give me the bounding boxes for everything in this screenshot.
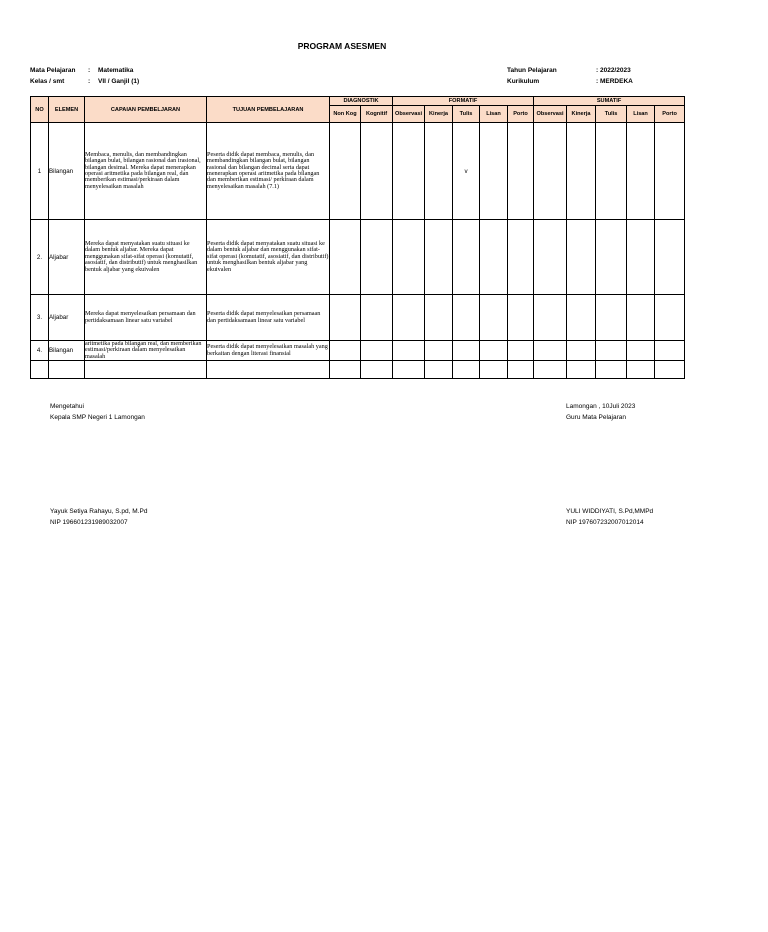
document-title: PROGRAM ASESMEN	[297, 41, 387, 51]
meta-value: Matematika	[98, 67, 134, 74]
cell-mark	[393, 123, 425, 220]
meta-sep: :	[88, 67, 91, 74]
header-sub: Kinerja	[567, 106, 596, 123]
cell-mark	[596, 220, 627, 295]
header-elemen: ELEMEN	[49, 97, 85, 123]
cell-mark	[361, 295, 393, 341]
cell-elemen: Bilangan	[49, 123, 85, 220]
cell-mark	[330, 341, 361, 361]
meta-value: : 2022/2023	[596, 67, 631, 74]
cell-mark	[567, 220, 596, 295]
cell-mark	[508, 341, 534, 361]
meta-label: Kelas / smt	[30, 78, 65, 85]
header-tujuan: TUJUAN PEMBELAJARAN	[207, 97, 330, 123]
header-sub: Porto	[508, 106, 534, 123]
table-row	[31, 295, 685, 341]
assessment-table	[30, 96, 685, 379]
cell-mark	[480, 295, 508, 341]
cell-tujuan: Peserta didik dapat menyelesaikan persamaan dan pertidaksamaan linear satu variabel	[207, 295, 330, 341]
cell-mark	[393, 341, 425, 361]
table-row-empty	[31, 361, 685, 379]
cell-mark	[534, 341, 567, 361]
cell-mark	[534, 295, 567, 341]
cell-mark	[655, 341, 685, 361]
meta-label: Tahun Pelajaran	[507, 67, 557, 74]
cell-capaian: Mereka dapat menyatakan suatu situasi ke dalam bentuk aljabar. Mereka dapat menggunakan sifat-sifat operasi (komutatif, asosiatif, dan distributif) untuk menghasilkan bentuk aljabar yang ekuivalen	[85, 220, 207, 295]
header-sub: Kinerja	[425, 106, 453, 123]
cell-mark	[393, 220, 425, 295]
cell-mark	[534, 220, 567, 295]
cell-mark: v	[453, 123, 480, 220]
cell-capaian: Mereka dapat menyelesaikan persamaan dan pertidaksamaan linear satu variabel	[85, 295, 207, 341]
cell-mark	[425, 295, 453, 341]
cell-no: 2.	[31, 220, 49, 295]
cell-tujuan: Peserta didik dapat menyatakan suatu situasi ke dalam bentuk aljabar dan menggunakan sifat-sifat operasi (komutatif, asosiatif, dan distributif) untuk menghasilkan bentuk aljabar yang ekuivalen	[207, 220, 330, 295]
cell-mark	[655, 220, 685, 295]
cell-mark	[425, 123, 453, 220]
meta-sep: :	[88, 78, 91, 85]
cell-mark	[330, 295, 361, 341]
signature-right	[566, 401, 635, 423]
cell-mark	[567, 295, 596, 341]
meta-right	[507, 65, 633, 87]
cell-mark	[627, 341, 655, 361]
cell-mark	[361, 220, 393, 295]
signature-left	[50, 401, 145, 423]
header-capaian: CAPAIAN PEMBELJARAN	[85, 97, 207, 123]
cell-mark	[453, 341, 480, 361]
header-row-top	[31, 97, 685, 106]
cell-mark	[627, 220, 655, 295]
principal-name: Yayuk Setiya Rahayu, S.pd, M.Pd	[50, 508, 148, 515]
cell-mark	[627, 295, 655, 341]
cell-mark	[480, 341, 508, 361]
header-sub: Non Kog	[330, 106, 361, 123]
cell-mark	[393, 295, 425, 341]
meta-label: Kurikulum	[507, 78, 540, 85]
acknowledge-label: Mengetahui	[50, 403, 84, 410]
table-row	[31, 123, 685, 220]
cell-elemen: Aljabar	[49, 295, 85, 341]
cell-mark	[453, 295, 480, 341]
signer-left	[50, 506, 147, 528]
cell-tujuan: Peserta didik dapat membaca, menulis, dan membandingkan bilangan bulat, bilangan rasional dan bilangan decimal serta dapat menerapkan operasi aritmetika pada bilangan dan memberikan estimasi/ perkiraan dalam menyelesaikan masalah (7.1)	[207, 123, 330, 220]
cell-mark	[361, 123, 393, 220]
cell-mark	[425, 220, 453, 295]
cell-mark	[361, 341, 393, 361]
cell-mark	[627, 123, 655, 220]
cell-mark	[567, 123, 596, 220]
teacher-title: Guru Mata Pelajaran	[566, 414, 626, 421]
meta-row-class	[30, 76, 139, 87]
table-row	[31, 341, 685, 361]
cell-no: 4.	[31, 341, 49, 361]
cell-elemen: Bilangan	[49, 341, 85, 361]
header-sub: Lisan	[627, 106, 655, 123]
cell-mark	[655, 295, 685, 341]
cell-capaian: aritmetika pada bilangan real, dan memberikan estimasi/perkiraan dalam menyelesaikan masalah	[85, 341, 207, 361]
principal-nip: NIP 196601231989032007	[50, 519, 128, 526]
cell-mark	[596, 341, 627, 361]
cell-mark	[330, 123, 361, 220]
cell-mark	[655, 123, 685, 220]
cell-no: 3.	[31, 295, 49, 341]
cell-mark	[596, 295, 627, 341]
header-sumatif: SUMATIF	[534, 97, 685, 106]
header-sub: Observasi	[393, 106, 425, 123]
header-sub: Observasi	[534, 106, 567, 123]
header-sub: Tulis	[596, 106, 627, 123]
meta-value: VII / Ganjil (1)	[98, 78, 140, 85]
meta-row-subject	[30, 65, 139, 76]
cell-mark	[534, 123, 567, 220]
meta-left	[30, 65, 139, 87]
cell-mark	[453, 220, 480, 295]
cell-mark	[508, 123, 534, 220]
cell-no: 1	[31, 123, 49, 220]
principal-title: Kepala SMP Negeri 1 Lamongan	[50, 414, 145, 421]
cell-elemen: Aljabar	[49, 220, 85, 295]
meta-row-curriculum	[507, 76, 633, 87]
cell-mark	[596, 123, 627, 220]
cell-mark	[425, 341, 453, 361]
cell-mark	[567, 341, 596, 361]
place-date: Lamongan , 10Juli 2023	[566, 403, 636, 410]
cell-mark	[508, 220, 534, 295]
cell-mark	[508, 295, 534, 341]
header-sub: Porto	[655, 106, 685, 123]
cell-mark	[330, 220, 361, 295]
header-sub: Tulis	[453, 106, 480, 123]
teacher-nip: NIP 197607232007012014	[566, 519, 644, 526]
header-formatif: FORMATIF	[393, 97, 534, 106]
teacher-name: YULI WIDDIYATI, S.Pd,MMPd	[566, 508, 654, 515]
cell-capaian: Membaca, menulis, dan membandingkan bilangan bulat, bilangan rasional dan irasional, bilangan desimal. Mereka dapat menerapkan operasi aritmetika pada bilangan real, dan memberikan estimasi/perkiraan dalam menyelesaikan masalah	[85, 123, 207, 220]
meta-value: : MERDEKA	[596, 78, 633, 85]
header-sub: Kognitif	[361, 106, 393, 123]
signer-right	[566, 506, 653, 528]
cell-tujuan: Peserta didik dapat menyelesaikan masalah yang berkaitan dengan literasi finansial	[207, 341, 330, 361]
cell-mark	[480, 123, 508, 220]
header-diagnostik: DIAGNOSTIK	[330, 97, 393, 106]
meta-label: Mata Pelajaran	[30, 67, 76, 74]
cell-mark	[480, 220, 508, 295]
header-sub: Lisan	[480, 106, 508, 123]
header-no: NO	[31, 97, 49, 123]
table-row	[31, 220, 685, 295]
meta-row-year	[507, 65, 633, 76]
